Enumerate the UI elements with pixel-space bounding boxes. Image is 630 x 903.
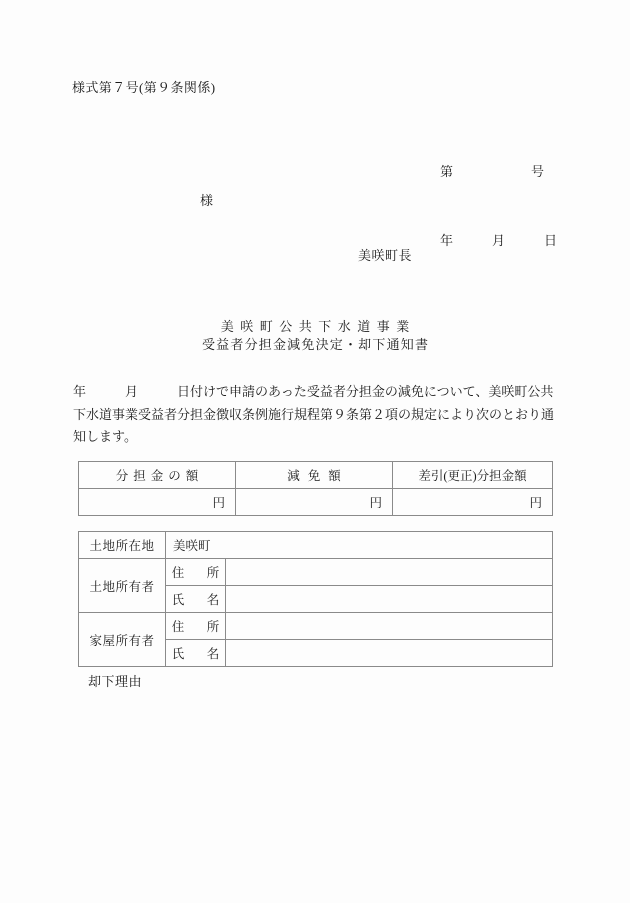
owner-sublabel-houseowner-name: 氏 名 — [166, 640, 226, 667]
owner-label-landowner: 土地所有者 — [79, 559, 166, 613]
owner-label-houseowner: 家屋所有者 — [79, 613, 166, 667]
owner-sublabel-houseowner-address: 住 所 — [166, 613, 226, 640]
document-title-line1: 美咲町公共下水道事業 — [220, 319, 416, 334]
table-row — [79, 559, 553, 586]
owner-sublabel-landowner-name: 氏 名 — [166, 586, 226, 613]
owner-sublabel-landowner-address: 住 所 — [166, 559, 226, 586]
document-meta-block — [440, 114, 557, 298]
amount-table — [78, 461, 553, 516]
table-row — [79, 489, 553, 516]
amount-header-balance: 差引(更正)分担金額 — [393, 462, 553, 489]
amount-value-balance[interactable]: 円 — [393, 489, 553, 516]
document-title-line2: 受益者分担金減免決定・却下通知書 — [201, 337, 430, 352]
owner-label-land-location: 土地所在地 — [79, 532, 166, 559]
rejection-reason-label: 却下理由 — [88, 674, 143, 689]
body-paragraph-text: 付けで申請のあった受益者分担金の減免について、美咲町公共下水道事業受益者分担金徴収条例施行規程第９条第２項の規定により次のとおり通知します。 — [73, 384, 555, 444]
document-number-line: 第 号 — [440, 164, 545, 179]
owner-value-landowner-name[interactable] — [226, 586, 553, 613]
form-number: 様式第７号(第９条関係) — [72, 80, 216, 95]
owner-table — [78, 531, 553, 667]
amount-header-reduction: 減免額 — [236, 462, 393, 489]
amount-header-contribution: 分担金の額 — [79, 462, 236, 489]
owner-value-land-location[interactable]: 美咲町 — [166, 532, 553, 559]
body-paragraph — [73, 381, 558, 449]
addressee-line: 様 — [200, 193, 214, 208]
document-date-line: 年 月 日 — [440, 233, 558, 248]
issuer-name: 美咲町長 — [358, 248, 413, 263]
table-row — [79, 462, 553, 489]
owner-value-houseowner-address[interactable] — [226, 613, 553, 640]
owner-value-landowner-address[interactable] — [226, 559, 553, 586]
table-row — [79, 532, 553, 559]
table-row — [79, 613, 553, 640]
body-date-blank: 年 月 日 — [73, 384, 191, 399]
owner-value-houseowner-name[interactable] — [226, 640, 553, 667]
document-title — [0, 318, 630, 354]
amount-value-reduction[interactable]: 円 — [236, 489, 393, 516]
amount-value-contribution[interactable]: 円 — [79, 489, 236, 516]
